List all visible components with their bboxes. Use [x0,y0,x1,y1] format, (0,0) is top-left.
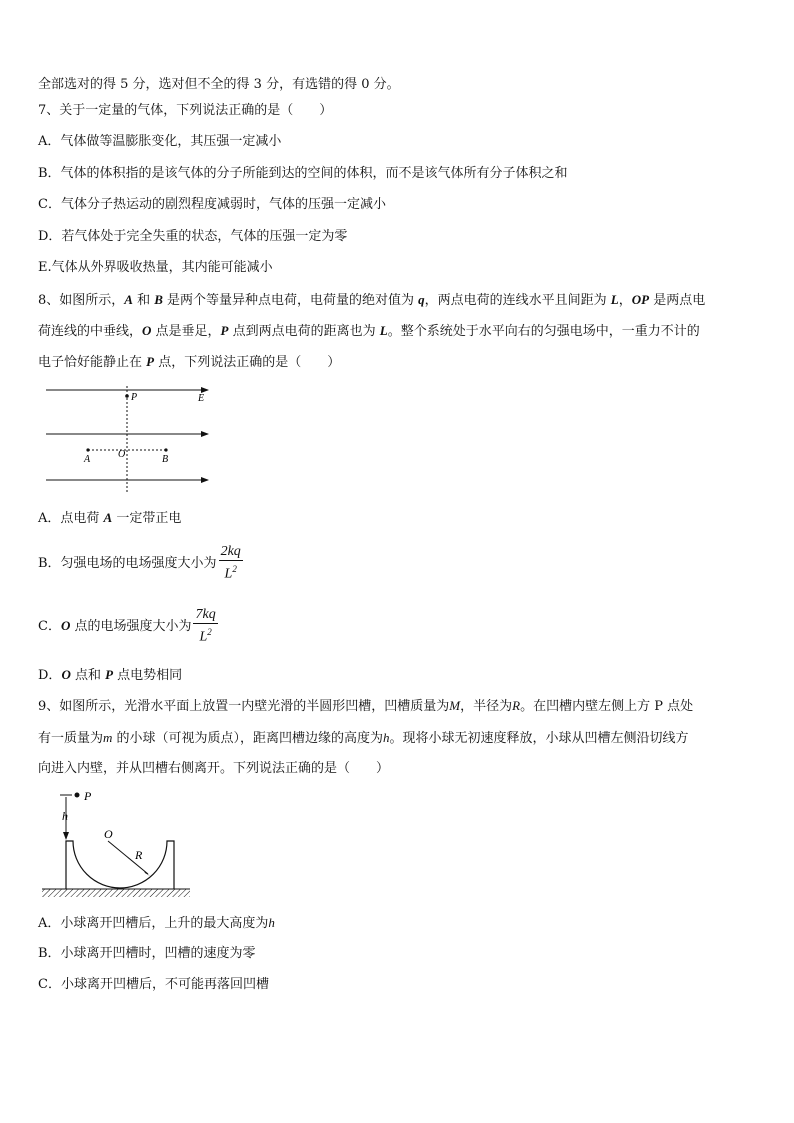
ball-p [75,793,80,798]
question-9-option-a: A．小球离开凹槽后，上升的最大高度为h [38,915,275,931]
label-o: O [118,449,126,460]
ground-hatching [42,889,190,897]
question-9-stem-line3: 向进入内壁，并从凹槽右侧离开。下列说法正确的是（ ） [38,761,390,776]
label-p: P [131,392,138,403]
charge-a [86,448,89,451]
question-9-stem-line1: 9、如图所示，光滑水平面上放置一内壁光滑的半圆形凹槽，凹槽质量为M，半径为R。在凹槽内壁左侧上方 P 点处 [38,698,694,714]
question-9-option-b: B．小球离开凹槽时，凹槽的速度为零 [38,946,256,961]
label-a: A [84,454,91,465]
label-r: R [135,848,143,862]
fraction-7kq-over-l2: $\frac{7kq}{L^2}$ [195,607,216,645]
question-9-figure [40,786,195,901]
question-7-option-a: A．气体做等温膨胀变化，其压强一定减小 [38,134,282,149]
question-8-option-b: B．匀强电场的电场强度大小为 $\frac{2kq}{L^2}$ [38,544,241,582]
question-9-option-c: C．小球离开凹槽后，不可能再落回凹槽 [38,977,269,992]
label-p: P [84,789,92,803]
point-p [125,394,129,398]
scoring-note: 全部选对的得 5 分，选对但不全的得 3 分，有选错的得 0 分。 [38,77,400,92]
question-7-option-c: C．气体分子热运动的剧烈程度减弱时，气体的压强一定减小 [38,197,386,212]
question-9-stem-line2: 有一质量为m 的小球（可视为质点），距离凹槽边缘的高度为h。现将小球无初速度释放，小球从凹槽左侧沿切线方 [38,730,689,746]
question-8-option-c: C．O 点的电场强度大小为 $\frac{7kq}{L^2}$ [38,607,216,645]
label-h: h [62,809,68,823]
question-8-stem-line2: 荷连线的中垂线，O 点是垂足，P 点到两点电荷的距离也为 L。整个系统处于水平向右的匀强电场中，一重力不计的 [38,323,700,339]
question-7-stem: 7、关于一定量的气体，下列说法正确的是（ ） [38,103,333,118]
label-o: O [104,827,113,841]
question-7-option-b: B．气体的体积指的是该气体的分子所能到达的空间的体积，而不是该气体所有分子体积之和 [38,166,568,181]
question-8-option-d: D．O 点和 P 点电势相同 [38,667,183,683]
charge-b [164,448,167,451]
fraction-2kq-over-l2: $\frac{2kq}{L^2}$ [220,544,241,582]
question-8-stem-line1: 8、如图所示，A 和 B 是两个等量异种点电荷，电荷量的绝对值为 q，两点电荷的连线水平且间距为 L，OP 是两点电 [38,292,706,308]
question-8-option-a: A．点电荷 A 一定带正电 [38,510,182,526]
question-8-figure [40,382,220,494]
semicircular-groove [66,841,174,889]
label-e: E [198,393,205,404]
question-7-option-d: D．若气体处于完全失重的状态，气体的压强一定为零 [38,229,348,244]
label-b: B [162,454,169,465]
question-8-stem-line3: 电子恰好能静止在 P 点，下列说法正确的是（ ） [38,354,341,370]
question-7-option-e: E.气体从外界吸收热量，其内能可能减小 [38,260,273,275]
